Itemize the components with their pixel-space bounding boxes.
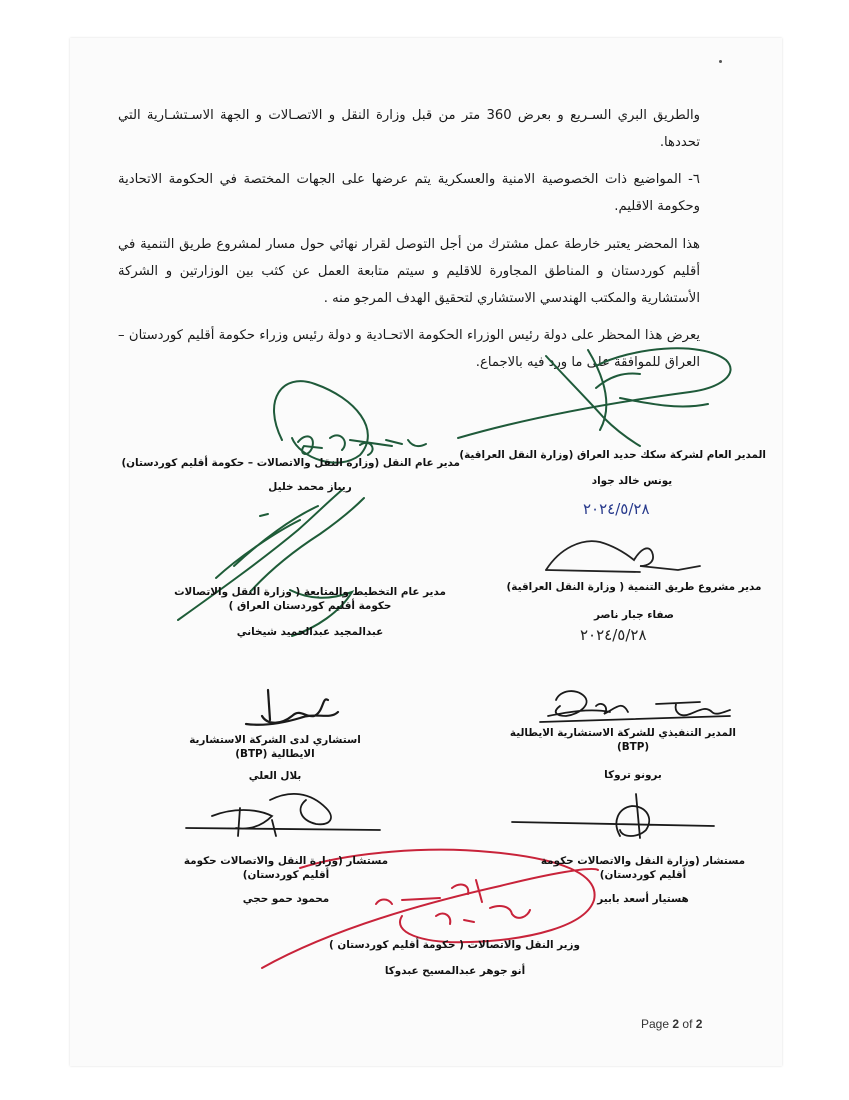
- signatory-right-3: [509, 726, 736, 782]
- page-label: Page: [641, 1017, 670, 1031]
- signatory-name: صفاء جبار ناصر: [594, 609, 674, 621]
- signatory-title: المدير التنفيذي للشركة الاستشارية الايطالية: [509, 727, 736, 739]
- signatory-title: مدير عام النقل (وزارة النقل والاتصالات – حكومة أقليم كوردستان): [121, 457, 460, 469]
- paragraph-approval: يعرض هذا المحظر على دولة رئيس الوزراء الحكومة الاتحـادية و دولة رئيس وزراء حكومة أقليم كوردستان – العراق للموافقة على ما ورد فيه بالاجماع.: [118, 328, 700, 370]
- signatory-title-2: (BTP): [616, 741, 650, 753]
- signatory-left-2: [170, 585, 450, 639]
- signatory-title: المدير العام لشركة سكك حديد العراق (وزارة النقل العراقية): [459, 449, 766, 461]
- signatory-name: هستيار أسعد بابير: [597, 893, 689, 905]
- signatory-name: أنو جوهر عبدالمسيح عبدوكا: [384, 965, 526, 977]
- signatory-title: مدير عام التخطيط والمتابعة ( وزارة النقل والاتصالات: [174, 586, 446, 598]
- handwritten-date-1: ٢٠٢٤/٥/٢٨: [583, 500, 650, 518]
- signatory-title: وزير النقل والاتصالات ( حكومة أقليم كوردستان ): [329, 939, 580, 951]
- signatory-name: محمود حمو حجي: [242, 893, 330, 905]
- signatory-name: عبدالمجيد عبدالحميد شيخاني: [236, 626, 384, 638]
- signatory-name: ريباز محمد خليل: [268, 481, 352, 493]
- signatory-title-2: أقليم كوردستان): [242, 869, 330, 881]
- signatory-name: يونس خالد جواد: [591, 475, 673, 487]
- signatory-name: بلال العلي: [248, 770, 302, 782]
- signatory-name: برونو تروكا: [604, 769, 662, 781]
- paragraph-security-topics: ٦- المواضيع ذات الخصوصية الامنية والعسكرية يتم عرضها على الجهات المختصة في الحكومة الاتحادية وحكومة الاقليم.: [118, 172, 700, 214]
- signatory-right-1: [459, 448, 766, 488]
- paragraph-road-width: والطريق البري السـريع و بعرض 360 متر من قبل وزارة النقل و الاتصـالات و الجهة الاسـتشـارية التي تحددها.: [118, 108, 700, 150]
- paragraph-roadmap: هذا المحضر يعتبر خارطة عمل مشترك من أجل التوصل لقرار نهائي حول مسار لمشروع طريق التنمية في أقليم كوردستان و المناطق المجاورة للاقليم و سيتم متابعة العمل عن كثب بين الوزارتين و الشركة الأستشارية والمكتب الهندسي الاستشاري لتحقيق الهدف المرجو منه .: [118, 237, 700, 306]
- page-of-label: of: [682, 1017, 693, 1031]
- signatory-minister: [330, 938, 580, 978]
- stray-mark: [719, 60, 722, 63]
- signatory-left-4: [176, 854, 396, 906]
- signatory-left-1: [121, 456, 460, 494]
- signatory-title-2: الايطالية (BTP): [235, 748, 315, 760]
- signatory-title: مستشار (وزارة النقل والاتصالات حكومة: [183, 855, 389, 867]
- signatory-title-2: أقليم كوردستان): [599, 869, 687, 881]
- signatory-title-2: حكومة أقليم كوردستان العراق ): [228, 600, 392, 612]
- signatory-title: استشاري لدى الشركة الاستشارية: [189, 734, 361, 746]
- signatory-left-3: [180, 733, 370, 783]
- handwritten-date-2: ٢٠٢٤/٥/٢٨: [580, 626, 647, 644]
- signatory-right-4: [540, 854, 746, 906]
- page-number: [641, 1017, 702, 1031]
- signatory-title: مدير مشروع طريق التنمية ( وزارة النقل العراقية): [506, 581, 762, 593]
- signatory-title: مستشار (وزارة النقل والاتصالات حكومة: [540, 855, 746, 867]
- page-current: 2: [672, 1017, 680, 1031]
- page-total: 2: [695, 1017, 703, 1031]
- signatory-right-2: [500, 580, 768, 622]
